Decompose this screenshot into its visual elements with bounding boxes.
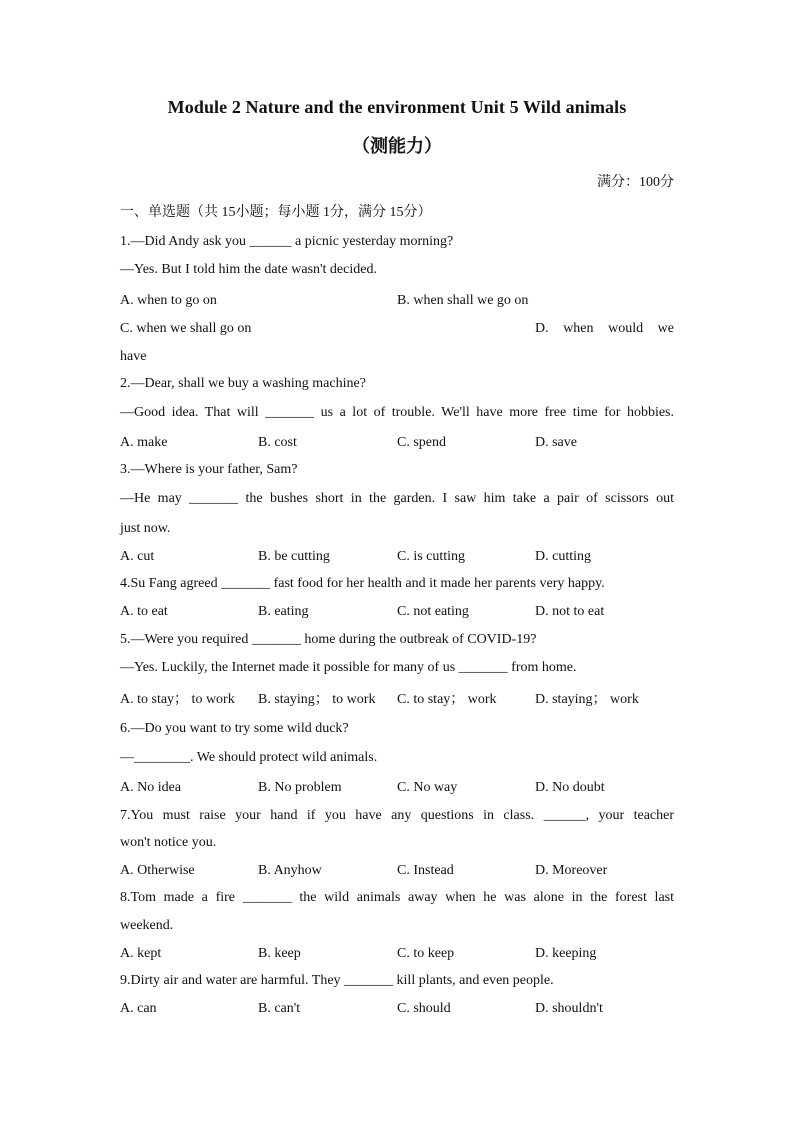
question-2-option-d: D. save bbox=[535, 435, 577, 450]
question-7-option-d: D. Moreover bbox=[535, 863, 608, 878]
question-7-stem-wrap: won't notice you. bbox=[120, 835, 217, 850]
question-6-option-a: A. No idea bbox=[120, 780, 182, 795]
document-subtitle: （测能力） bbox=[352, 136, 442, 156]
question-5-option-b: B. staying； to work bbox=[258, 692, 376, 707]
document-title: Module 2 Nature and the environment Unit 5 Wild animals bbox=[167, 97, 627, 117]
question-8-option-a: A. kept bbox=[120, 946, 162, 961]
question-1-option-a: A. when to go on bbox=[120, 293, 217, 308]
question-2-stem: 2.—Dear, shall we buy a washing machine? bbox=[120, 376, 366, 391]
question-5-stem: 5.—Were you required _______ home during the outbreak of COVID-19? bbox=[120, 632, 537, 647]
question-9-option-a: A. can bbox=[120, 1001, 157, 1016]
question-1-option-d: D. when would we bbox=[535, 321, 674, 336]
question-1-option-c: C. when we shall go on bbox=[120, 321, 252, 336]
question-5-option-c: C. to stay； work bbox=[397, 692, 497, 707]
question-3-reply-wrap: just now. bbox=[120, 521, 171, 536]
question-1-option-b: B. when shall we go on bbox=[397, 293, 529, 308]
question-6-option-b: B. No problem bbox=[258, 780, 342, 795]
question-8-option-d: D. keeping bbox=[535, 946, 597, 961]
question-4-stem: 4.Su Fang agreed _______ fast food for her health and it made her parents very happy. bbox=[120, 576, 605, 591]
question-9-option-d: D. shouldn't bbox=[535, 1001, 603, 1016]
question-4-option-c: C. not eating bbox=[397, 604, 469, 619]
question-6-option-c: C. No way bbox=[397, 780, 458, 795]
question-1-stem: 1.—Did Andy ask you ______ a picnic yesterday morning? bbox=[120, 234, 454, 249]
question-5-option-d: D. staying； work bbox=[535, 692, 639, 707]
question-8-option-c: C. to keep bbox=[397, 946, 455, 961]
question-2-option-a: A. make bbox=[120, 435, 168, 450]
question-3-stem: 3.—Where is your father, Sam? bbox=[120, 462, 298, 477]
question-9-option-c: C. should bbox=[397, 1001, 451, 1016]
question-7-stem: 7.You must raise your hand if you have any questions in class. ______, your teacher bbox=[120, 808, 674, 823]
section-heading: 一、单选题（共 15小题；每小题 1分，满分 15分） bbox=[120, 205, 432, 220]
question-3-option-b: B. be cutting bbox=[258, 549, 330, 564]
question-4-option-a: A. to eat bbox=[120, 604, 168, 619]
total-score: 满分：100分 bbox=[597, 175, 674, 190]
question-6-stem: 6.—Do you want to try some wild duck? bbox=[120, 721, 349, 736]
question-9-option-b: B. can't bbox=[258, 1001, 301, 1016]
question-4-option-d: D. not to eat bbox=[535, 604, 605, 619]
question-7-option-a: A. Otherwise bbox=[120, 863, 195, 878]
question-2-option-b: B. cost bbox=[258, 435, 297, 450]
question-8-stem-wrap: weekend. bbox=[120, 918, 174, 933]
question-8-stem: 8.Tom made a fire _______ the wild animals away when he was alone in the forest last bbox=[120, 890, 674, 905]
question-5-option-a: A. to stay； to work bbox=[120, 692, 235, 707]
question-5-reply: —Yes. Luckily, the Internet made it possible for many of us _______ from home. bbox=[120, 660, 577, 675]
question-7-option-c: C. Instead bbox=[397, 863, 454, 878]
question-8-option-b: B. keep bbox=[258, 946, 301, 961]
question-7-option-b: B. Anyhow bbox=[258, 863, 322, 878]
question-6-option-d: D. No doubt bbox=[535, 780, 605, 795]
question-6-reply: —________. We should protect wild animals. bbox=[120, 750, 378, 765]
question-3-reply: —He may _______ the bushes short in the garden. I saw him take a pair of scissors out bbox=[120, 491, 674, 506]
question-3-option-c: C. is cutting bbox=[397, 549, 466, 564]
question-3-option-d: D. cutting bbox=[535, 549, 591, 564]
question-9-stem: 9.Dirty air and water are harmful. They _______ kill plants, and even people. bbox=[120, 973, 554, 988]
question-4-option-b: B. eating bbox=[258, 604, 309, 619]
question-1-option-d-wrap: have bbox=[120, 349, 147, 364]
question-2-reply: —Good idea. That will _______ us a lot of trouble. We'll have more free time for hobbies. bbox=[120, 405, 674, 420]
question-2-option-c: C. spend bbox=[397, 435, 446, 450]
question-3-option-a: A. cut bbox=[120, 549, 155, 564]
question-1-reply: —Yes. But I told him the date wasn't decided. bbox=[120, 262, 377, 277]
